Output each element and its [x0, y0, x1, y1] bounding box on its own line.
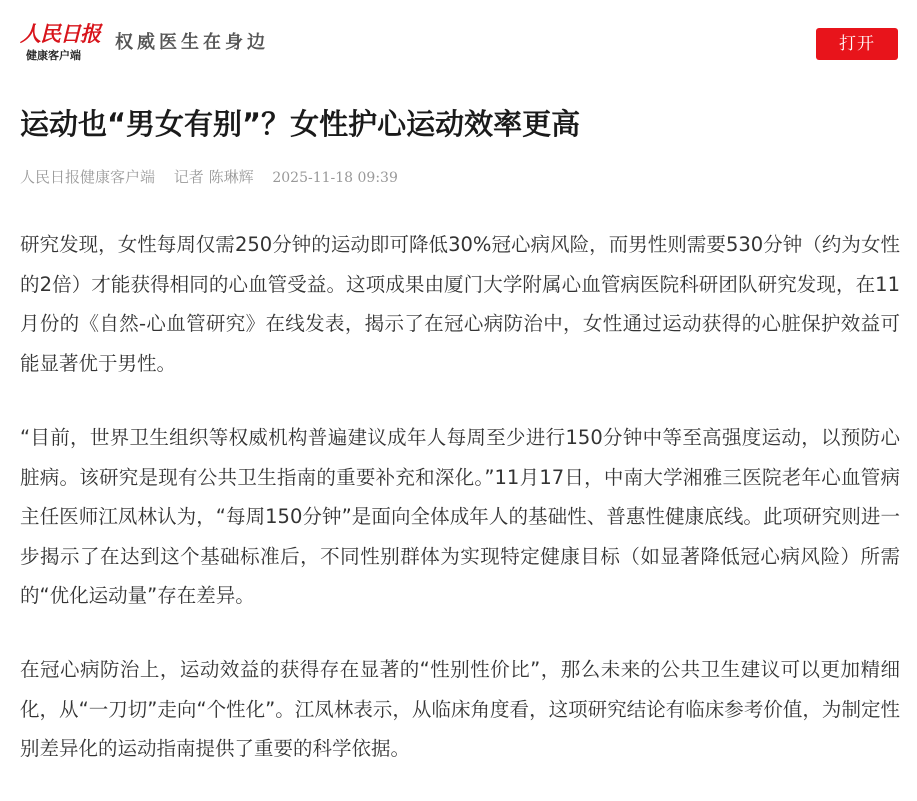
- article-date: 2025-11-18 09:39: [272, 170, 398, 186]
- app-header: [0, 0, 917, 86]
- article-author: 记者 陈琳辉: [173, 168, 254, 186]
- logo-subtitle: 健康客户端: [26, 49, 81, 62]
- article-paragraph: “目前，世界卫生组织等权威机构普遍建议成年人每周至少进行150分钟中等至高强度运动，以预防心脏病。该研究是现有公共卫生指南的重要补充和深化。”11月17日，中南大学湘雅三医院老年心血管病主任医师江凤林认为，“每周150分钟”是面向全体成年人的基础性、普惠性健康底线。此项研究则进一步揭示了在达到这个基础标准后，不同性别群体为实现特定健康目标（如显著降低冠心病风险）所需的“优化运动量”存在差异。: [20, 426, 900, 607]
- people-daily-health-logo[interactable]: [20, 22, 98, 68]
- article-paragraph: 在冠心病防治上，运动效益的获得存在显著的“性别性价比”，那么未来的公共卫生建议可以更加精细化，从“一刀切”走向“个性化”。江凤林表示，从临床角度看，这项研究结论有临床参考价值，为制定性别差异化的运动指南提供了重要的科学依据。: [20, 658, 900, 760]
- article-title: 运动也“男女有别”？女性护心运动效率更高: [20, 107, 581, 141]
- header-slogan: 权威医生在身边: [115, 32, 269, 53]
- logo-wordmark: 人民日报: [20, 21, 100, 46]
- article-source: 人民日报健康客户端: [20, 168, 156, 186]
- article-meta: [20, 166, 412, 188]
- open-app-button[interactable]: 打开: [816, 28, 898, 60]
- article-paragraph: 研究发现，女性每周仅需250分钟的运动即可降低30%冠心病风险，而男性则需要530分钟（约为女性的2倍）才能获得相同的心血管受益。这项成果由厦门大学附属心血管病医院科研团队研究发现，在11月份的《自然-心血管研究》在线发表，揭示了在冠心病防治中，女性通过运动获得的心脏保护效益可能显著优于男性。: [20, 233, 900, 375]
